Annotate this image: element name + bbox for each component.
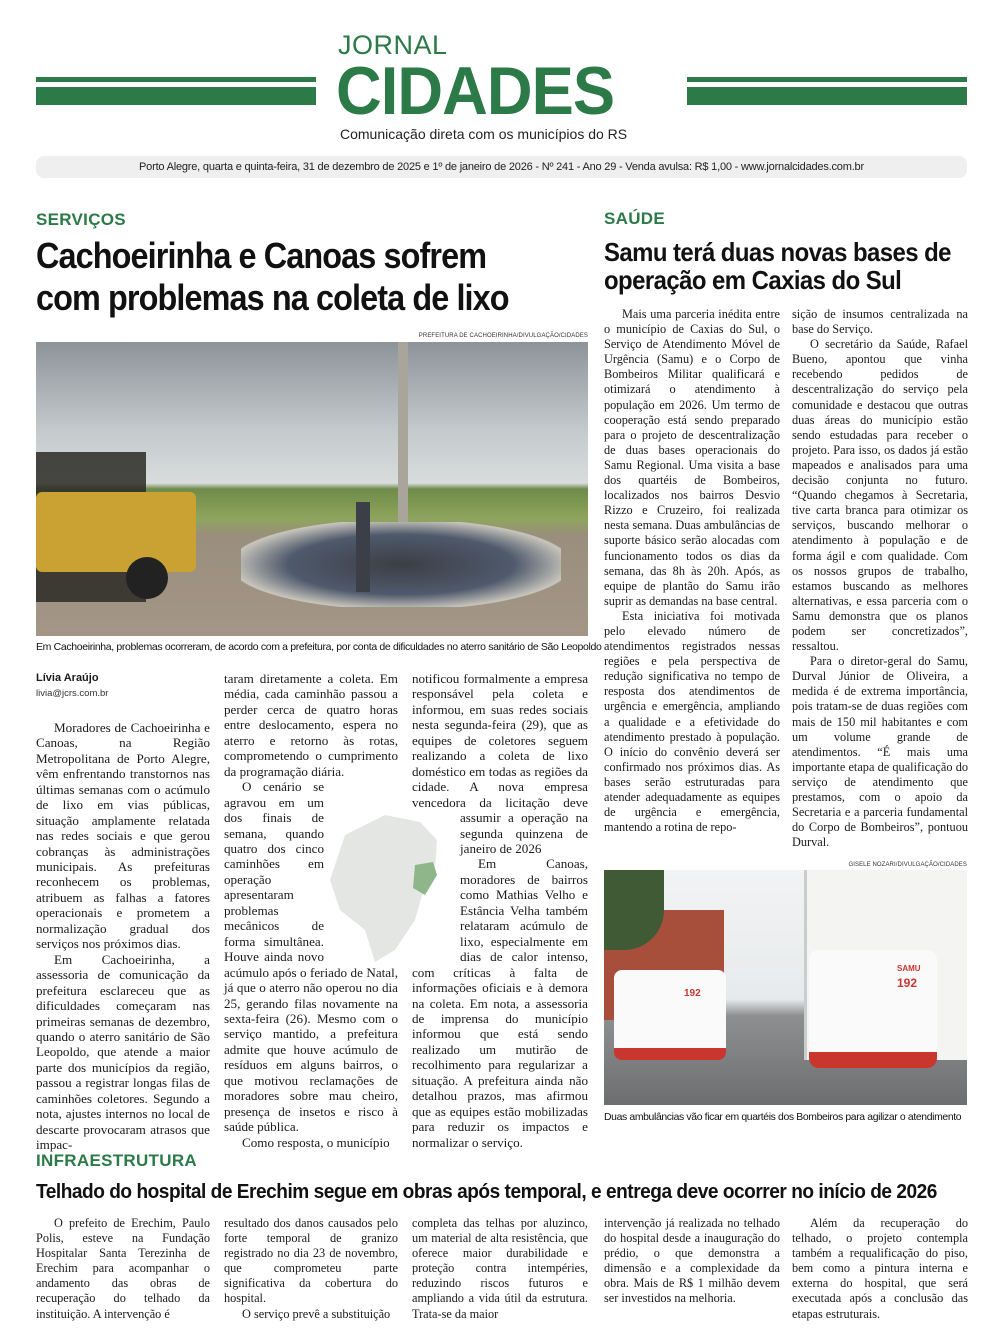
dateline: Porto Alegre, quarta e quinta-feira, 31 de dezembro de 2025 e 1º de janeiro de 2026 - Nº 241 - Ano 29 - Venda avulsa: R$ 1,00 - www.jornalcidades.com.br: [36, 156, 967, 178]
backhoe-loader: [36, 492, 196, 572]
garbage-pile: [241, 522, 561, 607]
photo-caption: Em Cachoeirinha, problemas ocorreram, de acordo com a prefeitura, por conta de dificuldades no aterro sanitário de São Leopoldo: [36, 641, 602, 653]
highlighted-region: [413, 862, 437, 895]
ambulance-number: 192: [684, 988, 701, 999]
headline-line: com problemas na coleta de lixo: [36, 277, 509, 318]
paragraph: sição de insumos centralizada na base do Serviço.: [792, 307, 968, 337]
paragraph: intervenção já realizada no telhado do hospital desde a inauguração do prédio, o que demonstra a dimensão e a complexidade da obra. Mais de R$ 1 milhão devem ser investidos na melhoria.: [604, 1216, 780, 1306]
ambulance-number: 192: [897, 976, 918, 990]
headline: [604, 238, 951, 294]
article-column-1: [36, 671, 210, 1153]
paragraph: Esta iniciativa foi motivada pelo elevado número de atendimentos registrados nessas regiões e pela perspectiva de redução significativa no tempo de resposta dos atendimentos de urgência e emergência, ampliando a qualidade e a efetividade do atendimento prestado à população. O início do convênio deverá ser confirmado nos próximos dias. As bases serão estruturadas para atender adequadamente as equipes de urgência e emergência, mantendo a rotina de repo-: [604, 608, 780, 835]
garbage-collection-photo: [36, 342, 588, 636]
masthead-jornal: JORNAL: [338, 30, 448, 60]
ambulance-right: [809, 950, 937, 1068]
article-column-2: [224, 1216, 398, 1322]
paragraph: O secretário da Saúde, Rafael Bueno, apontou que vinha recebendo pedidos de descentralização do serviço pela comunidade e destacou que outras duas áreas do município estão sendo estudadas para receber o projeto. Para isso, os dados já estão mapeados e analisados para uma decisão conjunta no futuro. “Quando chegamos à Secretaria, tive carta branca para otimizar os serviços, buscando melhorar o atendimento à população e de forma ágil e com qualidade. Com os nossos grupos de trabalho, estamos buscando as melhores alternativas, e essa parceria com o Samu demonstra que os planos podem ser concretizados”, ressaltou.: [792, 337, 968, 654]
paragraph: Em Cachoeirinha, a assessoria de comunicação da prefeitura esclareceu que as dificuldades começaram nas primeiras semanas de dezembro, quando o aterro sanitário de São Leopoldo, que atende a maior parte dos municípios da região, passou a registrar longas filas de caminhões coletores. Segundo a nota, ajustes internos no local de descarte provocaram atrasos que impac-: [36, 951, 210, 1153]
paragraph: completa das telhas por aluzinco, um material de alta resistência, que oferece maior durabilidade e proteção contra intempéries, reduzindo riscos futuros e ampliando a vida útil da estrutura. Trata-se da maior: [412, 1216, 588, 1321]
paragraph: Moradores de Cachoeirinha e Canoas, na Região Metropolitana de Porto Alegre, vêm enfrentando transtornos nas últimas semanas com o acúmulo de lixo em vias públicas, situação amplamente relatada nas redes sociais e que gerou cobranças às administrações municipais. As prefeituras reconhecem os problemas, atribuem as falhas a fatores operacionais e prometem a normalização gradual dos serviços nos próximos dias.: [36, 719, 210, 952]
section-label: INFRAESTRUTURA: [36, 1151, 197, 1170]
paragraph: Em Canoas, moradores de bairros como Mathias Velho e Estância Velha também relataram acúmulo de lixo, especialmente em dias de calor intenso, com críticas à falta de informações oficiais e à demora na coleta. Em nota, a assessoria de imprensa do município informou que está sendo realizado um mutirão de recolhimento para regularizar a situação. A prefeitura ainda não detalhou prazos, mas afirmou que as equipes estão mobilizadas para reduzir os impactos e normalizar o serviço.: [412, 856, 588, 1150]
paragraph: taram diretamente a coleta. Em média, cada caminhão passou a perder cerca de quatro horas entre deslocamento, espera no aterro e retorno às rotas, comprometendo o cumprimento da programação diária.: [224, 671, 398, 779]
headline-line: Cachoeirinha e Canoas sofrem: [36, 235, 487, 276]
paragraph: Para o diretor-geral do Samu, Durval Júnior de Oliveira, a medida é de extrema importância, pois tratam-se de duas regiões com mais de 150 mil habitantes e com um volume grande de atendimentos. “É mais uma importante etapa de qualificação do serviço de atendimento que prestamos, com o apoio da Secretaria e a parceria fundamental do Corpo de Bombeiros”, pontuou Durval.: [792, 654, 968, 850]
photo-caption: Duas ambulâncias vão ficar em quartéis dos Bombeiros para agilizar o atendimento: [604, 1112, 962, 1123]
paragraph: O cenário se agravou em um dos finais de semana, quando quatro dos cinco caminhões em operação apresentaram problemas mecânicos de forma simultânea. Houve ainda novo acúmulo após o feriado de Natal, já que o aterro não operou no dia 25, gerando filas novamente na sexta-feira (26). Mesmo com o serviço mantido, a prefeitura admite que houve acúmulo de resíduos em alguns bairros, o que motivou reclamações de moradores sobre mau cheiro, presença de insetos e risco à saúde pública.: [224, 779, 398, 1135]
author-email[interactable]: livia@jcrs.com.br: [36, 688, 109, 700]
rio-grande-do-sul-map: [325, 800, 445, 965]
headline-line: Samu terá duas novas bases de: [604, 237, 951, 267]
paragraph: Como resposta, o município: [242, 1134, 390, 1150]
masthead-tagline: Comunicação direta com os municípios do RS: [340, 126, 628, 142]
paragraph: Além da recuperação do telhado, o projeto contempla também a requalificação do piso, bem como a pintura interna e externa do hospital, que será executada após a conclusão das etapas estruturais.: [792, 1216, 968, 1321]
paragraph: O serviço prevê a substituição: [242, 1306, 391, 1321]
ambulance-left: [614, 970, 726, 1060]
article-column-1: [604, 307, 780, 835]
article-column-4: [604, 1216, 780, 1307]
ambulances-photo: [604, 870, 967, 1105]
photo-credit: PREFEITURA DE CACHOEIRINHA/DIVULGAÇÃO/CIDADES: [418, 333, 588, 339]
masthead-rule-left-thick: [36, 87, 316, 105]
ambulance-label: SAMU: [897, 964, 921, 973]
headline: [36, 235, 509, 319]
utility-pole: [398, 342, 408, 542]
paragraph: resultado dos danos causados pelo forte temporal de granizo registrado no dia 23 de novembro, que comprometeu parte significativa da cobertura do hospital.: [224, 1216, 398, 1306]
masthead-title: CIDADES: [336, 53, 615, 129]
masthead-rule-left-thin: [36, 77, 316, 82]
article-column-2: [792, 307, 968, 850]
paragraph: O prefeito de Erechim, Paulo Polis, esteve na Fundação Hospitalar Santa Terezinha de Erechim para acompanhar o andamento das obras de recuperação do telhado da instituição. A intervenção é: [36, 1216, 210, 1321]
masthead-rule-right-thin: [687, 77, 967, 82]
paragraph: notificou formalmente a empresa responsável pela coleta e informou, em suas redes sociais nesta segunda-feira (29), que as equipes de coletores seguem realizando a coleta de lixo doméstico em todas as regiões da cidade. A nova empresa vencedora da licitação deve assumir a operação na segunda quinzena de janeiro de 2026: [412, 671, 588, 856]
photo-credit: GISELE NOZARI/DIVULGAÇÃO/CIDADES: [848, 862, 967, 868]
article-column-3: [412, 1216, 588, 1322]
worker: [356, 502, 370, 592]
article-column-5: [792, 1216, 968, 1322]
headline: Telhado do hospital de Erechim segue em obras após temporal, e entrega deve ocorrer no início de 2026: [36, 1180, 937, 1203]
section-label: SERVIÇOS: [36, 210, 126, 229]
author-name: Lívia Araújo: [36, 672, 99, 684]
paragraph: Mais uma parceria inédita entre o município de Caxias do Sul, o Serviço de Atendimento Móvel de Urgência (Samu) e o Corpo de Bombeiros Militar qualificará e otimizará o atendimento à população em 2026. Um termo de cooperação está sendo preparado para o projeto de descentralização de duas bases operacionais do Samu Regional. Uma visita a base dos quartéis de Bombeiros, localizados nos bairros Desvio Rizzo e Cruzeiro, foi realizada nesta semana. Duas ambulâncias de suporte básico serão alocadas com funcionamento todos os dias da semana, das 8h às 20h. Após, as equipe de plantão do Samu irão suprir as demandas na base central.: [604, 307, 780, 608]
article-column-1: [36, 1216, 210, 1322]
headline-line: operação em Caxias do Sul: [604, 265, 902, 295]
section-label: SAÚDE: [604, 209, 666, 228]
masthead-rule-right-thick: [687, 87, 967, 105]
loader-wheel: [126, 557, 168, 599]
